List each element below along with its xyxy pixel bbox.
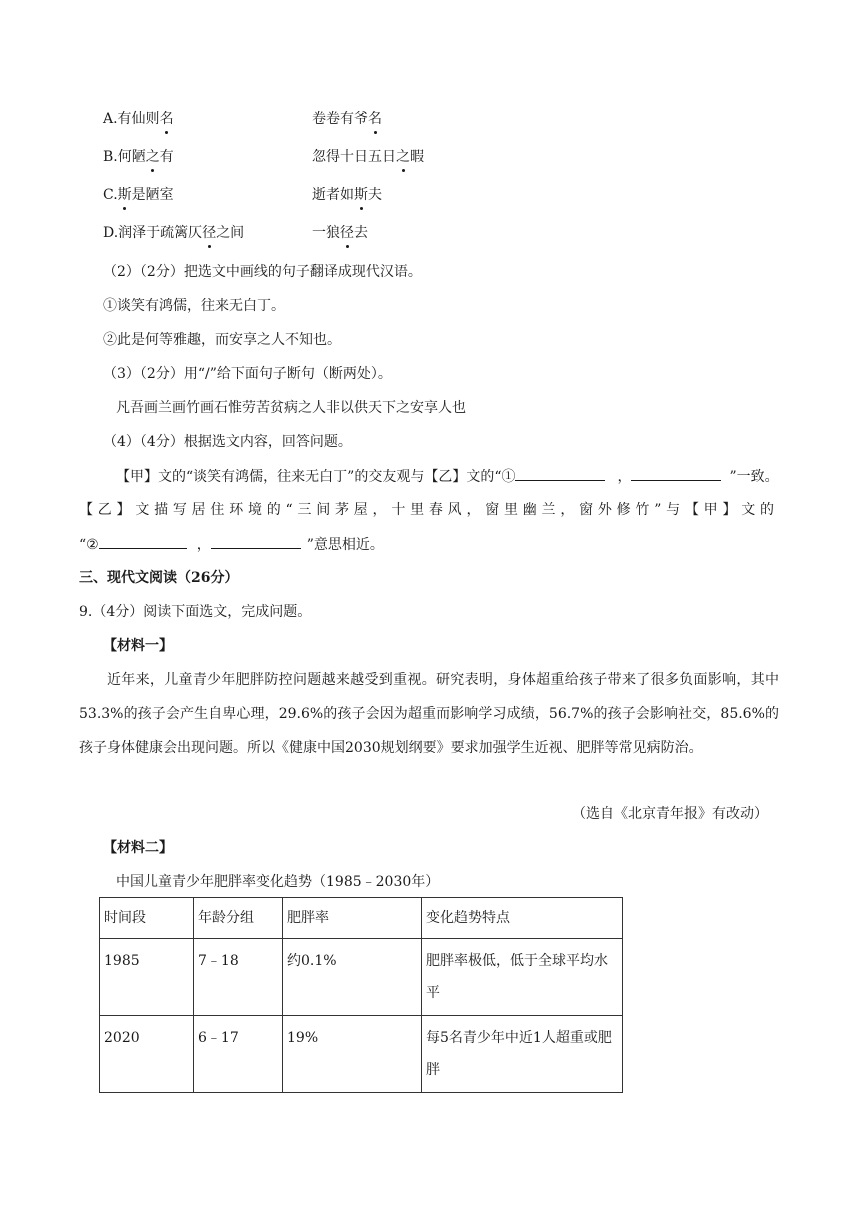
option-b-left: B.何陋之有 — [103, 149, 174, 165]
table-row — [100, 1016, 623, 1093]
q2-sentence-2: ②此是何等雅趣，而安享之人不知也。 — [103, 332, 341, 348]
q9-stem: 9.（4分）阅读下面选文，完成问题。 — [79, 604, 312, 620]
table-cell: 1985 — [100, 939, 194, 1016]
table-header-cell: 肥胖率 — [283, 898, 422, 939]
table-cell: 每5名青少年中近1人超重或肥胖 — [422, 1016, 623, 1093]
dotted-char: 斯 — [354, 187, 368, 203]
material-1-paragraph: 近年来，儿童青少年肥胖防控问题越来越受到重视。研究表明，身体超重给孩子带来了很多负面影响，其中53.3%的孩子会产生自卑心理，29.6%的孩子会因为超重而影响学习成绩，56.7%的孩子会影响社交，85.6%的孩子身体健康会出现问题。所以《健康中国2030规划纲要》要求加强学生近视、肥胖等常见病防治。 — [79, 672, 779, 756]
option-d-right: 一狼径去 — [312, 225, 368, 241]
q4-stem: （4）（4分）根据选文内容，回答问题。 — [103, 434, 352, 450]
q3-sentence: 凡吾画兰画竹画石惟劳苦贫病之人非以供天下之安享人也 — [116, 400, 466, 416]
q4-line-1: 【甲】文的“谈笑有鸿儒，往来无白丁”的交友观与【乙】文的“① ， ”一致。 — [116, 466, 779, 487]
answer-blank-1b[interactable] — [631, 466, 721, 481]
option-c-left: C.斯是陋室 — [103, 187, 174, 203]
dotted-char: 名 — [368, 111, 382, 127]
table-cell: 2020 — [100, 1016, 194, 1093]
table-cell: 6﹣17 — [194, 1016, 283, 1093]
dotted-char: 名 — [159, 111, 174, 127]
table-header-cell: 时间段 — [100, 898, 194, 939]
option-a-right: 卷卷有爷名 — [312, 111, 382, 127]
material-2-label: 【材料二】 — [103, 840, 173, 856]
q3-stem: （3）（2分）用“/”给下面句子断句（断两处）。 — [103, 366, 392, 382]
option-a-left: A.有仙则名 — [103, 111, 174, 127]
dotted-char: 径 — [340, 225, 354, 241]
dotted-char: 之 — [145, 149, 160, 165]
q4-line-2: 【乙】文描写居住环境的“三间茅屋，十里春风，窗里幽兰，窗外修竹”与【甲】文的 — [79, 502, 774, 518]
dotted-char: 斯 — [117, 187, 132, 203]
q2-stem: （2）（2分）把选文中画线的句子翻译成现代汉语。 — [103, 264, 422, 280]
obesity-table — [99, 897, 623, 1093]
section-title: 三、现代文阅读（26分） — [79, 570, 239, 586]
table-cell: 7﹣18 — [194, 939, 283, 1016]
answer-blank-2a[interactable] — [99, 534, 187, 549]
table-cell: 19% — [283, 1016, 422, 1093]
dotted-char: 之 — [396, 149, 410, 165]
table-cell: 肥胖率极低，低于全球平均水平 — [422, 939, 623, 1016]
q2-sentence-1: ①谈笑有鸿儒，往来无白丁。 — [103, 298, 285, 314]
table-row — [100, 939, 623, 1016]
option-c-right: 逝者如斯夫 — [312, 187, 382, 203]
answer-blank-1a[interactable] — [515, 466, 605, 481]
table-title: 中国儿童青少年肥胖率变化趋势（1985﹣2030年） — [116, 874, 440, 890]
table-header-row — [100, 898, 623, 939]
table-cell: 约0.1% — [283, 939, 422, 1016]
table-header-cell: 变化趋势特点 — [422, 898, 623, 939]
option-d-left: D.润泽于疏篱仄径之间 — [103, 225, 245, 241]
source-note: （选自《北京青年报》有改动） — [572, 806, 768, 822]
option-b-right: 忽得十日五日之暇 — [312, 149, 424, 165]
dotted-char: 径 — [202, 225, 217, 241]
material-1-label: 【材料一】 — [103, 638, 173, 654]
answer-blank-2b[interactable] — [211, 534, 301, 549]
table-header-cell: 年龄分组 — [194, 898, 283, 939]
q4-line-3: “② ， ”意思相近。 — [79, 534, 384, 555]
